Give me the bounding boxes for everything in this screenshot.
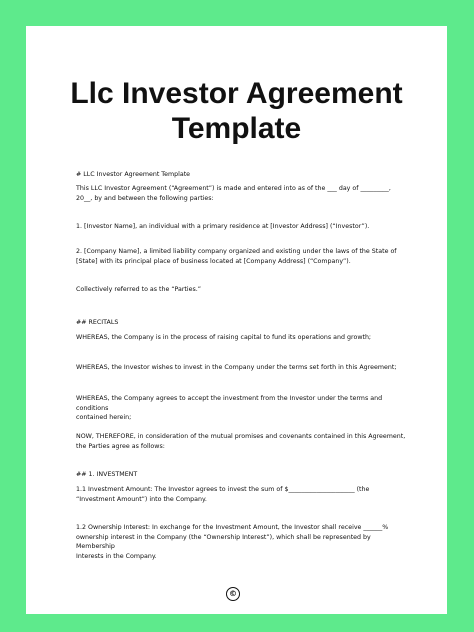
body-paragraph-whereas-1: WHEREAS, the Company is in the process of raising capital to fund its operations and growth;	[76, 334, 372, 341]
body-paragraph-company-party: 2. [Company Name], a limited liability company organized and existing under the laws of the State of [State] with its principal place of business located at [Company Address] (“Company”).	[76, 248, 397, 265]
body-paragraph-now-therefore: NOW, THEREFORE, in consideration of the mutual promises and covenants contained in this Agreement, the Parties agree as follows:	[76, 433, 406, 450]
copyright-icon: ©	[226, 587, 240, 601]
body-heading-investment: ## 1. INVESTMENT	[76, 471, 138, 478]
body-paragraph-intro: This LLC Investor Agreement (“Agreement”) is made and entered into as of the ___ day of _________, 20__, by and between the following parties:	[76, 185, 391, 202]
body-paragraph-investor-party: 1. [Investor Name], an individual with a primary residence at [Investor Address] (“Investor”).	[76, 223, 370, 230]
body-paragraph-whereas-2: WHEREAS, the Investor wishes to invest in the Company under the terms set forth in this Agreement;	[76, 364, 397, 371]
body-paragraph-whereas-3: WHEREAS, the Company agrees to accept the investment from the Investor under the terms and conditions contained herein;	[76, 395, 383, 422]
body-paragraph-collectively: Collectively referred to as the “Parties.”	[76, 286, 202, 293]
document-title: Llc Investor Agreement Template	[70, 77, 403, 145]
body-heading-template: # LLC Investor Agreement Template	[76, 171, 191, 178]
body-paragraph-ownership-interest: 1.2 Ownership Interest: In exchange for the Investment Amount, the Investor shall receive ______% ownership interest in the Company (the “Ownership Interest”), which shall be represented by Membership Interests in the Company.	[76, 524, 389, 560]
body-heading-recitals: ## RECITALS	[76, 319, 119, 326]
body-paragraph-investment-amount: 1.1 Investment Amount: The Investor agrees to invest the sum of $_____________________ (the “Investment Amount”) into the Company.	[76, 486, 370, 503]
document-page	[26, 26, 447, 614]
